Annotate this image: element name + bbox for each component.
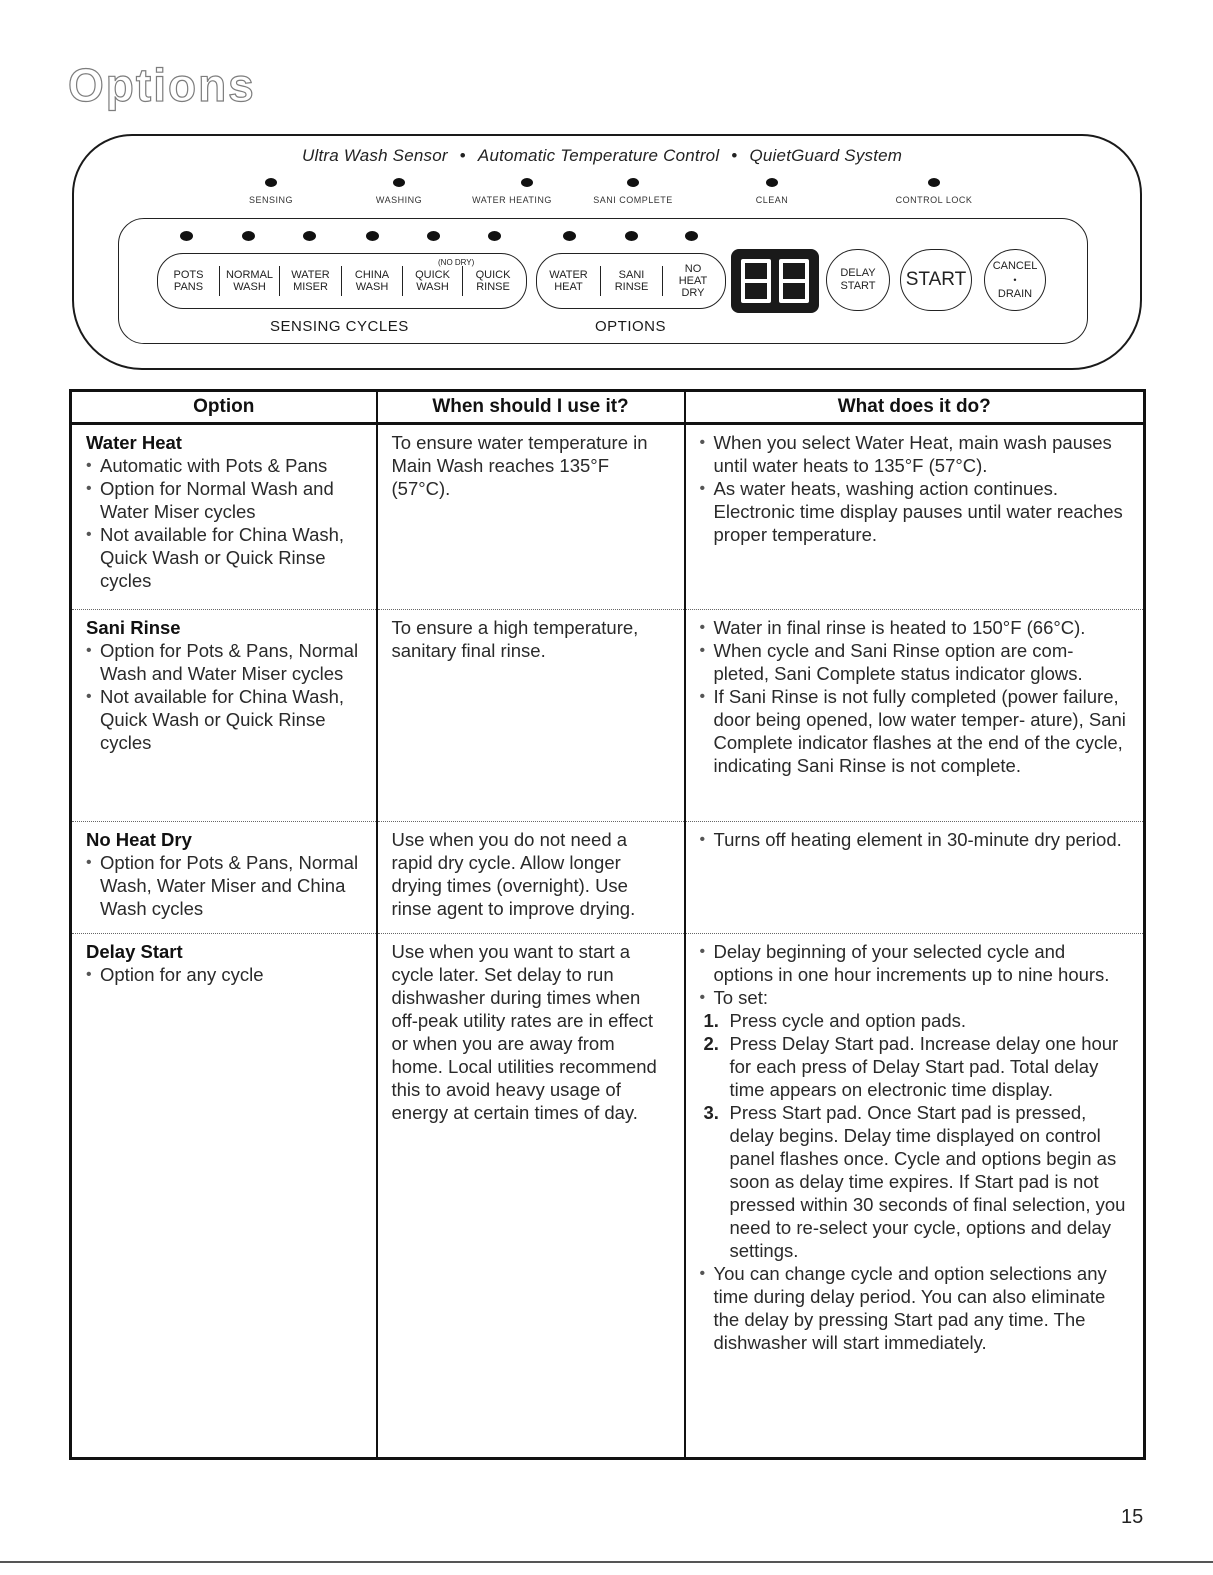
water-heat-pad[interactable]: WATER HEAT — [537, 266, 601, 296]
pad-light — [180, 231, 193, 241]
options-group — [536, 253, 726, 309]
what-bullet: • To set: — [700, 986, 1130, 1009]
when-text: To ensure water temperature in Main Wash reaches 135°F (57°C). — [391, 432, 648, 499]
options-table — [69, 389, 1146, 1460]
what-bullet: • Water in final rinse is heated to 150°F (66°C). — [700, 616, 1130, 639]
option-bullet: • Option for Pots & Pans, Normal Wash, Water Miser and China Wash cycles — [86, 851, 362, 920]
table-header-row — [71, 391, 1145, 424]
control-lock-indicator-light — [928, 178, 940, 187]
pad-light — [366, 231, 379, 241]
option-bullet: • Automatic with Pots & Pans — [86, 454, 362, 477]
display-digit — [741, 259, 771, 303]
when-text: Use when you want to start a cycle later. Set delay to run dishwasher during times when off-peak utility rates are in effect or when you are away from home. Local utilities recommend this to avoid heavy usage of energy at certain times of day. — [391, 941, 657, 1123]
what-bullet: • When cycle and Sani Rinse option are com- pleted, Sani Complete status indicator glows. — [700, 639, 1130, 685]
header-option: Option — [71, 391, 377, 424]
feature-quietguard-system: QuietGuard System — [749, 146, 903, 165]
quick-wash-pad[interactable]: QUICK WASH — [403, 266, 463, 296]
step-item — [700, 1032, 1130, 1101]
what-cell — [685, 424, 1145, 610]
step-number: 3. — [703, 1102, 719, 1123]
sensing-cycles-group — [157, 253, 527, 309]
no-dry-note: (NO DRY) — [438, 258, 475, 267]
page-number: 15 — [1121, 1506, 1144, 1528]
what-bullet: • When you select Water Heat, main wash pauses until water heats to 135°F (57°C). — [700, 431, 1130, 477]
option-title: No Heat Dry — [86, 829, 192, 850]
header-when: When should I use it? — [377, 391, 685, 424]
option-bullet: • Option for Pots & Pans, Normal Wash and Water Miser cycles — [86, 639, 362, 685]
indicator-label-washing: WASHING — [375, 195, 423, 205]
option-cell — [71, 822, 377, 934]
option-cell — [71, 610, 377, 822]
option-bullet: • Option for any cycle — [86, 963, 362, 986]
step-number: 2. — [703, 1033, 719, 1054]
indicator-label-sensing: SENSING — [248, 195, 294, 205]
header-what: What does it do? — [685, 391, 1145, 424]
no-heat-dry-pad[interactable]: NO HEAT DRY — [678, 263, 708, 299]
normal-wash-pad[interactable]: NORMAL WASH — [220, 266, 280, 296]
option-cell — [71, 934, 377, 1459]
step-item — [700, 1101, 1130, 1262]
indicator-label-sani-complete: SANI COMPLETE — [593, 195, 673, 205]
step-text: Press cycle and option pads. — [729, 1010, 967, 1031]
sensing-indicator-light — [265, 178, 277, 187]
feature-ultra-wash-sensor: Ultra Wash Sensor — [302, 146, 448, 165]
pad-light — [685, 231, 698, 241]
cancel-drain-button[interactable]: CANCEL • DRAIN — [984, 249, 1046, 311]
what-cell — [685, 822, 1145, 934]
feature-separator: • — [731, 146, 738, 165]
clean-indicator-light — [766, 178, 778, 187]
what-bullet: • As water heats, washing action continues. Electronic time display pauses until water reaches proper temperature. — [700, 477, 1130, 546]
option-title: Sani Rinse — [86, 617, 181, 638]
page-title: Options — [68, 59, 256, 111]
indicator-label-water-heating: WATER HEATING — [472, 195, 552, 205]
pad-light — [488, 231, 501, 241]
what-bullet: • Delay beginning of your selected cycle and options in one hour increments up to nine hours. — [700, 940, 1130, 986]
table-row — [71, 610, 1145, 822]
option-bullet: • Option for Normal Wash and Water Miser cycles — [86, 477, 362, 523]
option-title: Delay Start — [86, 941, 183, 962]
display-digit — [779, 259, 809, 303]
when-cell — [377, 424, 685, 610]
when-cell — [377, 822, 685, 934]
pots-pans-pad[interactable]: POTS PANS — [158, 266, 220, 296]
option-title: Water Heat — [86, 432, 182, 453]
delay-start-button[interactable]: DELAY START — [826, 249, 890, 311]
start-button[interactable]: START — [900, 249, 972, 311]
what-cell — [685, 610, 1145, 822]
step-text: Press Start pad. Once Start pad is pressed, delay begins. Delay time displayed on control panel flashes once. Cycle and options begin as soon as delay time expires. If Start pad is not pressed within 30 seconds of final selection, you need to re-select your cycle, options and delay settings. — [729, 1102, 1126, 1261]
pad-light — [303, 231, 316, 241]
option-bullet: • Not available for China Wash, Quick Wash or Quick Rinse cycles — [86, 685, 362, 754]
option-cell — [71, 424, 377, 610]
panel-features — [302, 146, 902, 166]
when-cell — [377, 610, 685, 822]
feature-separator: • — [459, 146, 466, 165]
what-bullet: • You can change cycle and option selections any time during delay period. You can also eliminate the delay by pressing Start pad any time. The dishwasher will start immediately. — [700, 1262, 1130, 1354]
pad-light — [625, 231, 638, 241]
water-heating-indicator-light — [521, 178, 533, 187]
pad-light — [563, 231, 576, 241]
indicator-label-clean: CLEAN — [755, 195, 789, 205]
water-miser-pad[interactable]: WATER MISER — [280, 266, 342, 296]
what-bullet: • If Sani Rinse is not fully completed (power failure, door being opened, low water temper- ature), Sani Complete indicator flashes at the end of the cycle, indicating Sani Rinse is not complete. — [700, 685, 1130, 777]
time-display — [731, 249, 819, 313]
when-text: Use when you do not need a rapid dry cycle. Allow longer drying times (overnight). Use rinse agent to improve drying. — [391, 829, 636, 919]
step-item — [700, 1009, 1130, 1032]
bottom-rule — [0, 1561, 1213, 1563]
quick-rinse-pad[interactable]: QUICK RINSE — [475, 269, 511, 293]
when-cell — [377, 934, 685, 1459]
indicator-label-control-lock: CONTROL LOCK — [895, 195, 973, 205]
what-bullet: • Turns off heating element in 30-minute dry period. — [700, 828, 1130, 851]
washing-indicator-light — [393, 178, 405, 187]
sani-rinse-pad[interactable]: SANI RINSE — [601, 266, 663, 296]
step-text: Press Delay Start pad. Increase delay one hour for each press of Delay Start pad. Total delay time appears on electronic time display. — [729, 1033, 1119, 1100]
china-wash-pad[interactable]: CHINA WASH — [342, 266, 403, 296]
sani-complete-indicator-light — [627, 178, 639, 187]
sensing-cycles-label: SENSING CYCLES — [270, 318, 409, 335]
option-bullet: • Not available for China Wash, Quick Wash or Quick Rinse cycles — [86, 523, 362, 592]
what-cell — [685, 934, 1145, 1459]
pad-light — [242, 231, 255, 241]
options-label: OPTIONS — [595, 318, 667, 335]
table-row — [71, 934, 1145, 1459]
when-text: To ensure a high temperature, sanitary final rinse. — [391, 617, 639, 661]
pad-light — [427, 231, 440, 241]
feature-automatic-temperature-control: Automatic Temperature Control — [477, 146, 720, 165]
step-number: 1. — [703, 1010, 719, 1031]
table-row — [71, 822, 1145, 934]
table-row — [71, 424, 1145, 610]
